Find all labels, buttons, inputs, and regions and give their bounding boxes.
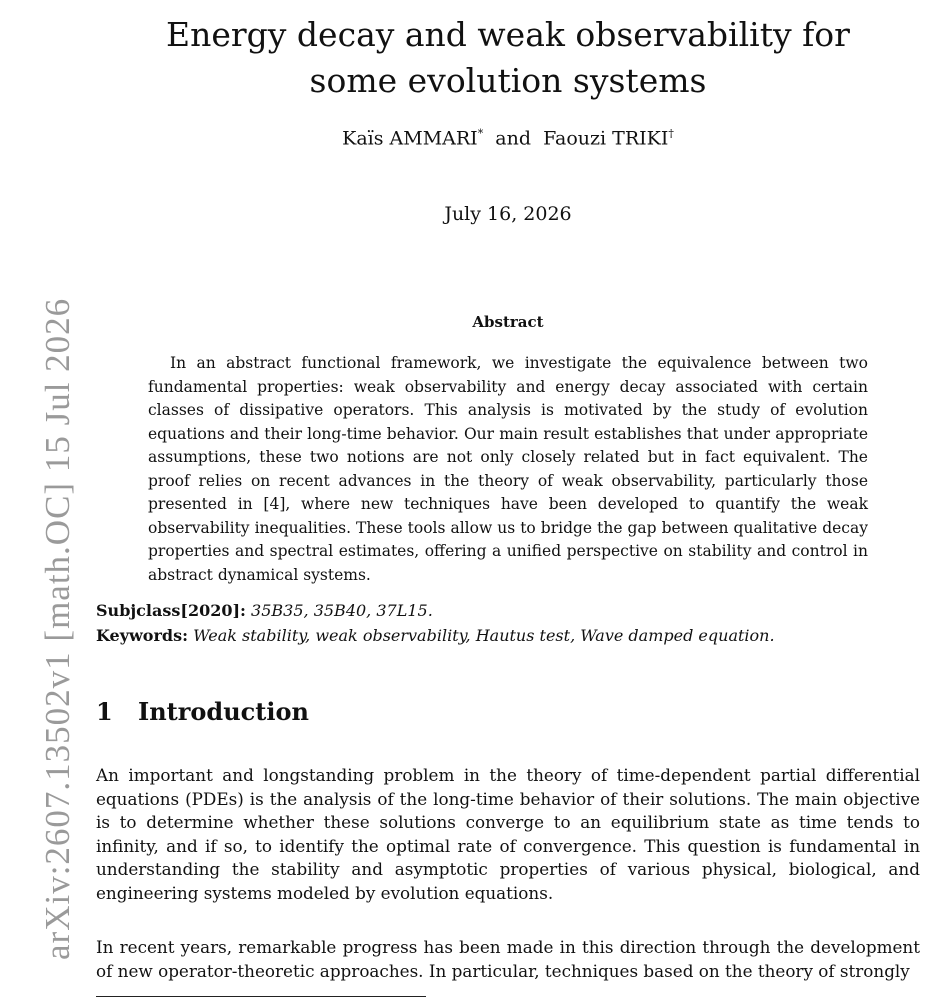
arxiv-identifier: arXiv:2607.13502v1 [math.OC] 15 Jul 2026	[38, 297, 77, 960]
section-number: 1	[96, 697, 113, 726]
author-name: Kaïs AMMARI	[342, 127, 478, 150]
footnote-marker: *	[477, 127, 484, 140]
section-title: Introduction	[138, 697, 309, 726]
body-paragraph: An important and longstanding problem in the theory of time-dependent partial differential equations (PDEs) is the analysis of the long-time behavior of their solutions. The main objective is to determine whether these solutions converge to an equilibrium state as time tends to infinity, and if so, to identify the optimal rate of convergence. This question is fundamental in understanding the stability and asymptotic properties of various physical, biological, and engineering systems modeled by evolution equations.	[96, 765, 920, 903]
author-separator: and	[495, 127, 532, 150]
section-heading	[96, 697, 309, 726]
subjclass-label: Subjclass[2020]:	[96, 601, 246, 620]
subjclass-value: 35B35, 35B40, 37L15.	[251, 601, 433, 620]
body-paragraph: In recent years, remarkable progress has been made in this direction through the development of new operator-theoretic approaches. In particular, techniques based on the theory of strongly	[96, 937, 920, 981]
keywords-value: Weak stability, weak observability, Hautus test, Wave damped equation.	[193, 626, 775, 645]
subjclass-line	[96, 600, 926, 622]
author-line	[140, 127, 876, 149]
abstract-heading: Abstract	[472, 313, 544, 331]
paper-title: Energy decay and weak observability for some evolution systems	[166, 15, 850, 100]
keywords-label: Keywords:	[96, 626, 189, 645]
abstract-text: In an abstract functional framework, we investigate the equivalence between two fundamental properties: weak observability and energy decay associated with certain classes of dissipative operators. This analysis is motivated by the study of evolution equations and their long-time behavior. Our main result establishes that under appropriate assumptions, these two notions are not only closely related but in fact equivalent. The proof relies on recent advances in the theory of weak observability, particularly those presented in [4], where new techniques have been developed to quantify the weak observability inequalities. These tools allow us to bridge the gap between qualitative decay properties and spectral estimates, offering a unified perspective on stability and control in abstract dynamical systems.	[148, 354, 868, 584]
footnote-marker: †	[668, 127, 674, 140]
author-name: Faouzi TRIKI	[543, 127, 669, 150]
keywords-line	[96, 625, 926, 647]
paper-date: July 16, 2026	[444, 203, 572, 225]
footnote-rule	[96, 996, 426, 997]
